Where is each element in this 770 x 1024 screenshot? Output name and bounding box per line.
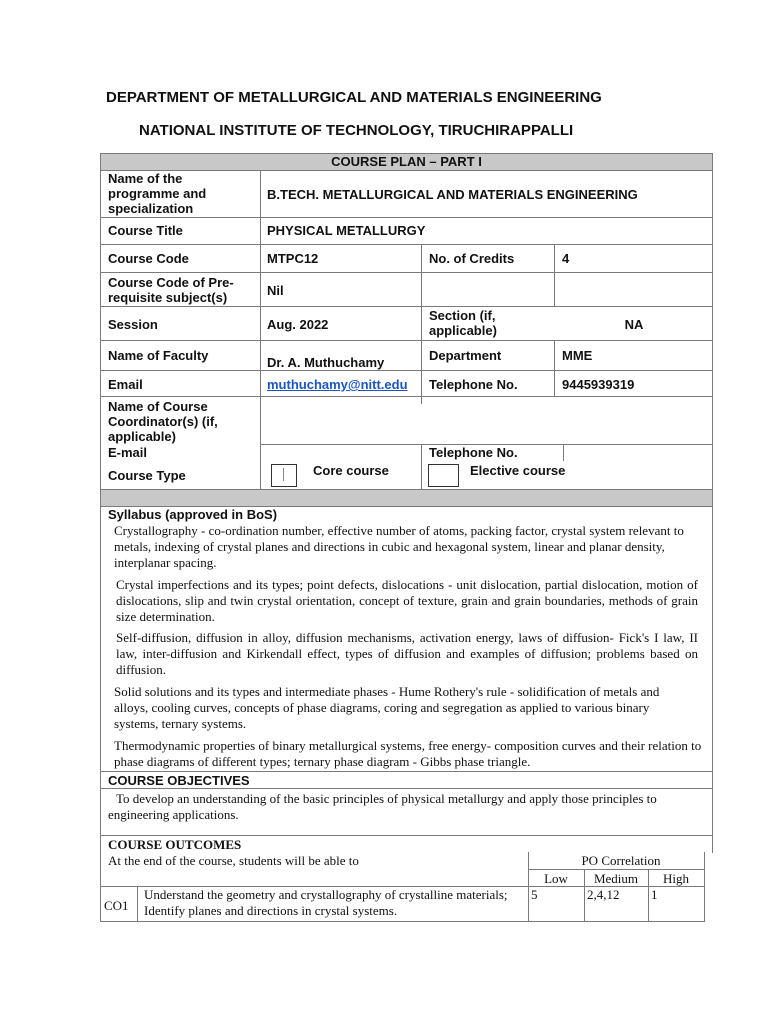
- co-low-value: 5: [531, 887, 538, 902]
- email-label: Email: [108, 377, 143, 392]
- co-id: CO1: [104, 898, 129, 913]
- po-high-header: High: [663, 871, 689, 886]
- course-title-label: Course Title: [108, 223, 183, 238]
- prereq-label: Course Code of Pre-requisite subject(s): [108, 275, 234, 305]
- telephone2-label: Telephone No.: [429, 445, 518, 460]
- department-heading: DEPARTMENT OF METALLURGICAL AND MATERIALS ENGINEERING: [106, 89, 602, 106]
- section-label: Section (if, applicable): [429, 308, 497, 338]
- telephone-value: 9445939319: [562, 377, 635, 392]
- department-value: MME: [562, 348, 593, 363]
- course-plan-title: COURSE PLAN – PART I: [331, 154, 482, 169]
- co-text: Understand the geometry and crystallography of crystalline materials; Identify planes and directions in crystal systems.: [144, 887, 508, 918]
- core-course-checkbox[interactable]: [271, 464, 297, 487]
- po-low-header: Low: [544, 871, 568, 886]
- course-code-value: MTPC12: [267, 251, 319, 266]
- telephone-label: Telephone No.: [429, 377, 518, 392]
- section-value: NA: [624, 317, 644, 332]
- course-title-value: PHYSICAL METALLURGY: [267, 223, 426, 238]
- elective-course-label: Elective course: [470, 463, 566, 478]
- syllabus-paragraph: Thermodynamic properties of binary metallurgical systems, free energy- composition curves and their relation to phase diagrams of different types; ternary phase diagram - Gibbs phase triangle.: [114, 738, 702, 769]
- co-high-value: 1: [651, 887, 658, 902]
- objectives-heading: COURSE OBJECTIVES: [108, 773, 250, 788]
- email-link[interactable]: muthuchamy@nitt.edu: [267, 377, 408, 392]
- po-medium-header: Medium: [593, 871, 639, 886]
- session-label: Session: [108, 317, 158, 332]
- programme-label: Name of the programme and specialization: [108, 171, 207, 216]
- session-value: Aug. 2022: [267, 317, 329, 332]
- institute-heading: NATIONAL INSTITUTE OF TECHNOLOGY, TIRUCHIRAPPALLI: [139, 122, 574, 139]
- department-label: Department: [429, 348, 502, 363]
- faculty-value: Dr. A. Muthuchamy: [267, 355, 385, 370]
- objectives-text: To develop an understanding of the basic principles of physical metallurgy and apply those principles to engineering applications.: [108, 791, 657, 822]
- course-code-label: Course Code: [108, 251, 189, 266]
- elective-course-checkbox[interactable]: [428, 464, 459, 487]
- po-correlation-header: PO Correlation: [581, 853, 661, 868]
- course-type-label: Course Type: [108, 468, 186, 483]
- outcomes-heading: COURSE OUTCOMES: [108, 837, 242, 852]
- syllabus-paragraph: Self-diffusion, diffusion in alloy, diffusion mechanisms, activation energy, laws of diffusion- Fick's I law, II law, inter-diffusion and Kirkendall effect, types of diffusion and examples of diffusion; problems based on diffusion.: [116, 630, 698, 677]
- core-course-label: Core course: [313, 463, 389, 478]
- coordinator-label: Name of Course Coordinator(s) (if, applicable): [108, 399, 218, 444]
- prereq-value: Nil: [267, 283, 284, 298]
- email2-label: E-mail: [108, 445, 148, 460]
- syllabus-paragraph: Crystallography - co-ordination number, effective number of atoms, packing factor, crystal system relevant to metals, indexing of crystal planes and directions in cubic and hexagonal system, linear and planar density, interplanar spacing.: [114, 523, 684, 570]
- syllabus-heading: Syllabus (approved in BoS): [108, 507, 278, 522]
- programme-value: B.TECH. METALLURGICAL AND MATERIALS ENGINEERING: [267, 187, 638, 202]
- credits-value: 4: [562, 251, 570, 266]
- syllabus-paragraph: Solid solutions and its types and intermediate phases - Hume Rothery's rule - solidification of metals and alloys, cooling curves, concepts of phase diagrams, coring and segregation as applied to various binary systems, ternary systems.: [114, 684, 660, 731]
- co-medium-value: 2,4,12: [587, 887, 620, 902]
- faculty-label: Name of Faculty: [108, 348, 209, 363]
- syllabus-paragraph: Crystal imperfections and its types; point defects, dislocations - unit dislocation, partial dislocation, motion of dislocations, slip and twin crystal orientation, concept of texture, grain and grain boundaries, methods of grain size determination.: [116, 577, 698, 624]
- credits-label: No. of Credits: [429, 251, 515, 266]
- outcomes-intro: At the end of the course, students will be able to: [108, 853, 359, 868]
- separator-bar: [100, 489, 713, 506]
- core-course-checkbox-mark: [283, 468, 284, 481]
